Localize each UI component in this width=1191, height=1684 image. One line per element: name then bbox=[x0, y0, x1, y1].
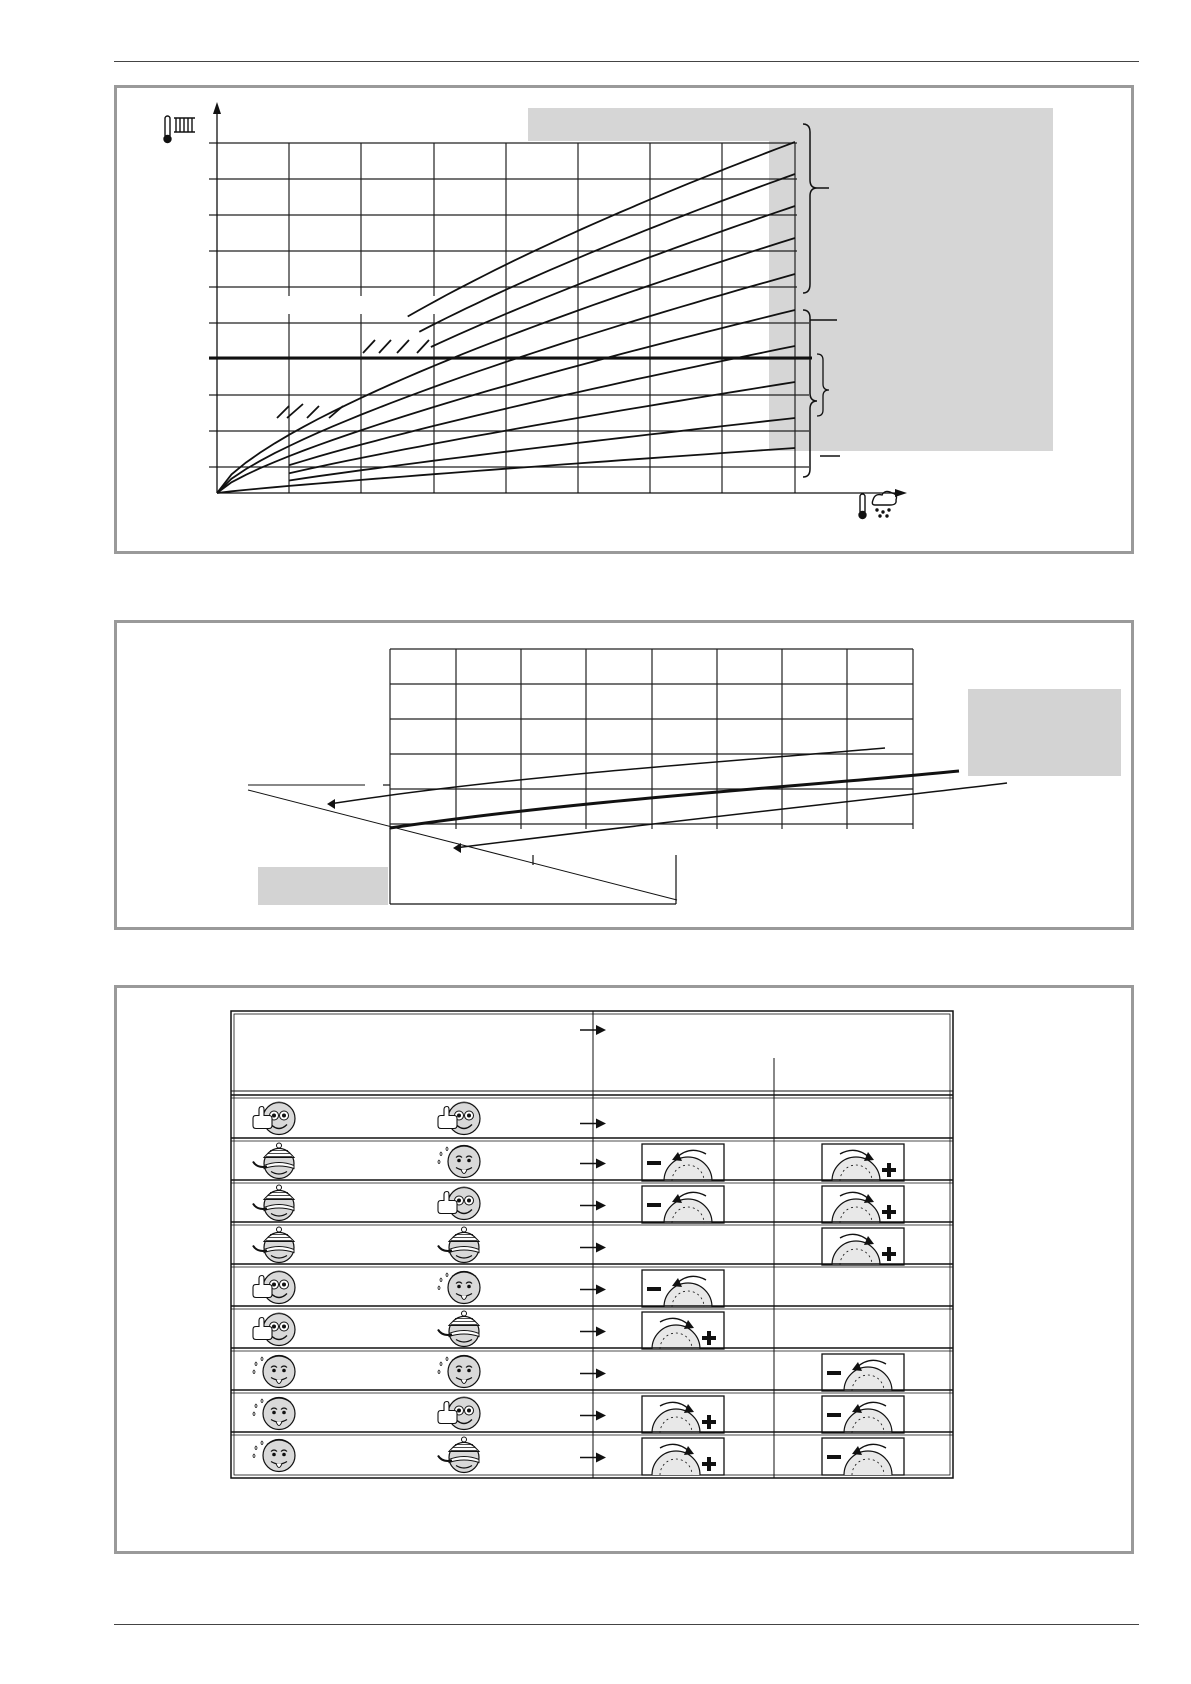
curve-main bbox=[390, 771, 959, 828]
grey-box-right bbox=[968, 689, 1121, 776]
curve-fragment bbox=[307, 406, 319, 418]
adjustment-table-figure bbox=[114, 985, 1134, 1554]
cold-face-icon bbox=[253, 1185, 294, 1221]
knob-minus-icon bbox=[822, 1354, 904, 1391]
knob-plus-icon bbox=[822, 1186, 904, 1223]
heating-curves-chart bbox=[117, 88, 1131, 551]
heating-curve bbox=[431, 206, 795, 347]
grid bbox=[390, 649, 913, 829]
thumbs-up-face-icon bbox=[438, 1397, 480, 1430]
top-rule bbox=[114, 61, 1139, 62]
curve-lower bbox=[455, 783, 1007, 848]
knob-plus-icon bbox=[822, 1228, 904, 1265]
bottom-rule bbox=[114, 1624, 1139, 1625]
sweating-face-icon bbox=[438, 1272, 480, 1304]
sweating-face-icon bbox=[253, 1356, 295, 1388]
adjustment-table bbox=[117, 988, 1131, 1551]
y-axis-arrow bbox=[213, 102, 221, 114]
curve-fragment bbox=[277, 406, 289, 418]
thumbs-up-face-icon bbox=[438, 1102, 480, 1135]
thumbs-up-face-icon bbox=[253, 1102, 295, 1135]
arrow-upper bbox=[327, 799, 335, 809]
curve-fragment bbox=[363, 340, 375, 353]
cold-face-icon bbox=[438, 1227, 479, 1263]
sweating-face-icon bbox=[438, 1146, 480, 1178]
knob-plus-icon bbox=[642, 1396, 724, 1433]
curve-fragment bbox=[417, 340, 429, 353]
heating-curve bbox=[419, 174, 795, 332]
knob-minus-icon bbox=[642, 1144, 724, 1181]
sweating-face-icon bbox=[253, 1398, 295, 1430]
cold-face-icon bbox=[438, 1437, 479, 1473]
knob-minus-icon bbox=[822, 1396, 904, 1433]
grey-panel bbox=[528, 108, 1053, 451]
cold-face-icon bbox=[253, 1227, 294, 1263]
curve-fragment bbox=[379, 340, 391, 353]
sweating-face-icon bbox=[438, 1356, 480, 1388]
parallel-shift-chart bbox=[117, 623, 1131, 927]
cold-face-icon bbox=[438, 1311, 479, 1347]
cold-face-icon bbox=[253, 1143, 294, 1179]
table-body bbox=[231, 1011, 953, 1478]
knob-plus-icon bbox=[822, 1144, 904, 1181]
outdoor-temperature-icon bbox=[859, 491, 897, 518]
knob-plus-icon bbox=[642, 1312, 724, 1349]
thumbs-up-face-icon bbox=[253, 1271, 295, 1304]
knob-minus-icon bbox=[822, 1438, 904, 1475]
curve-upper bbox=[329, 748, 885, 804]
sweating-face-icon bbox=[253, 1440, 295, 1472]
knob-plus-icon bbox=[642, 1438, 724, 1475]
radiator-temperature-icon bbox=[164, 116, 195, 143]
grey-box-left bbox=[258, 867, 388, 905]
heating-curve bbox=[289, 418, 795, 481]
parallel-shift-figure bbox=[114, 620, 1134, 930]
heating-curves-figure bbox=[114, 85, 1134, 554]
arrow-lower bbox=[453, 843, 461, 853]
knob-minus-icon bbox=[642, 1186, 724, 1223]
curve-fragment bbox=[397, 340, 409, 353]
thumbs-up-face-icon bbox=[438, 1187, 480, 1220]
thumbs-up-face-icon bbox=[253, 1313, 295, 1346]
knob-minus-icon bbox=[642, 1270, 724, 1307]
